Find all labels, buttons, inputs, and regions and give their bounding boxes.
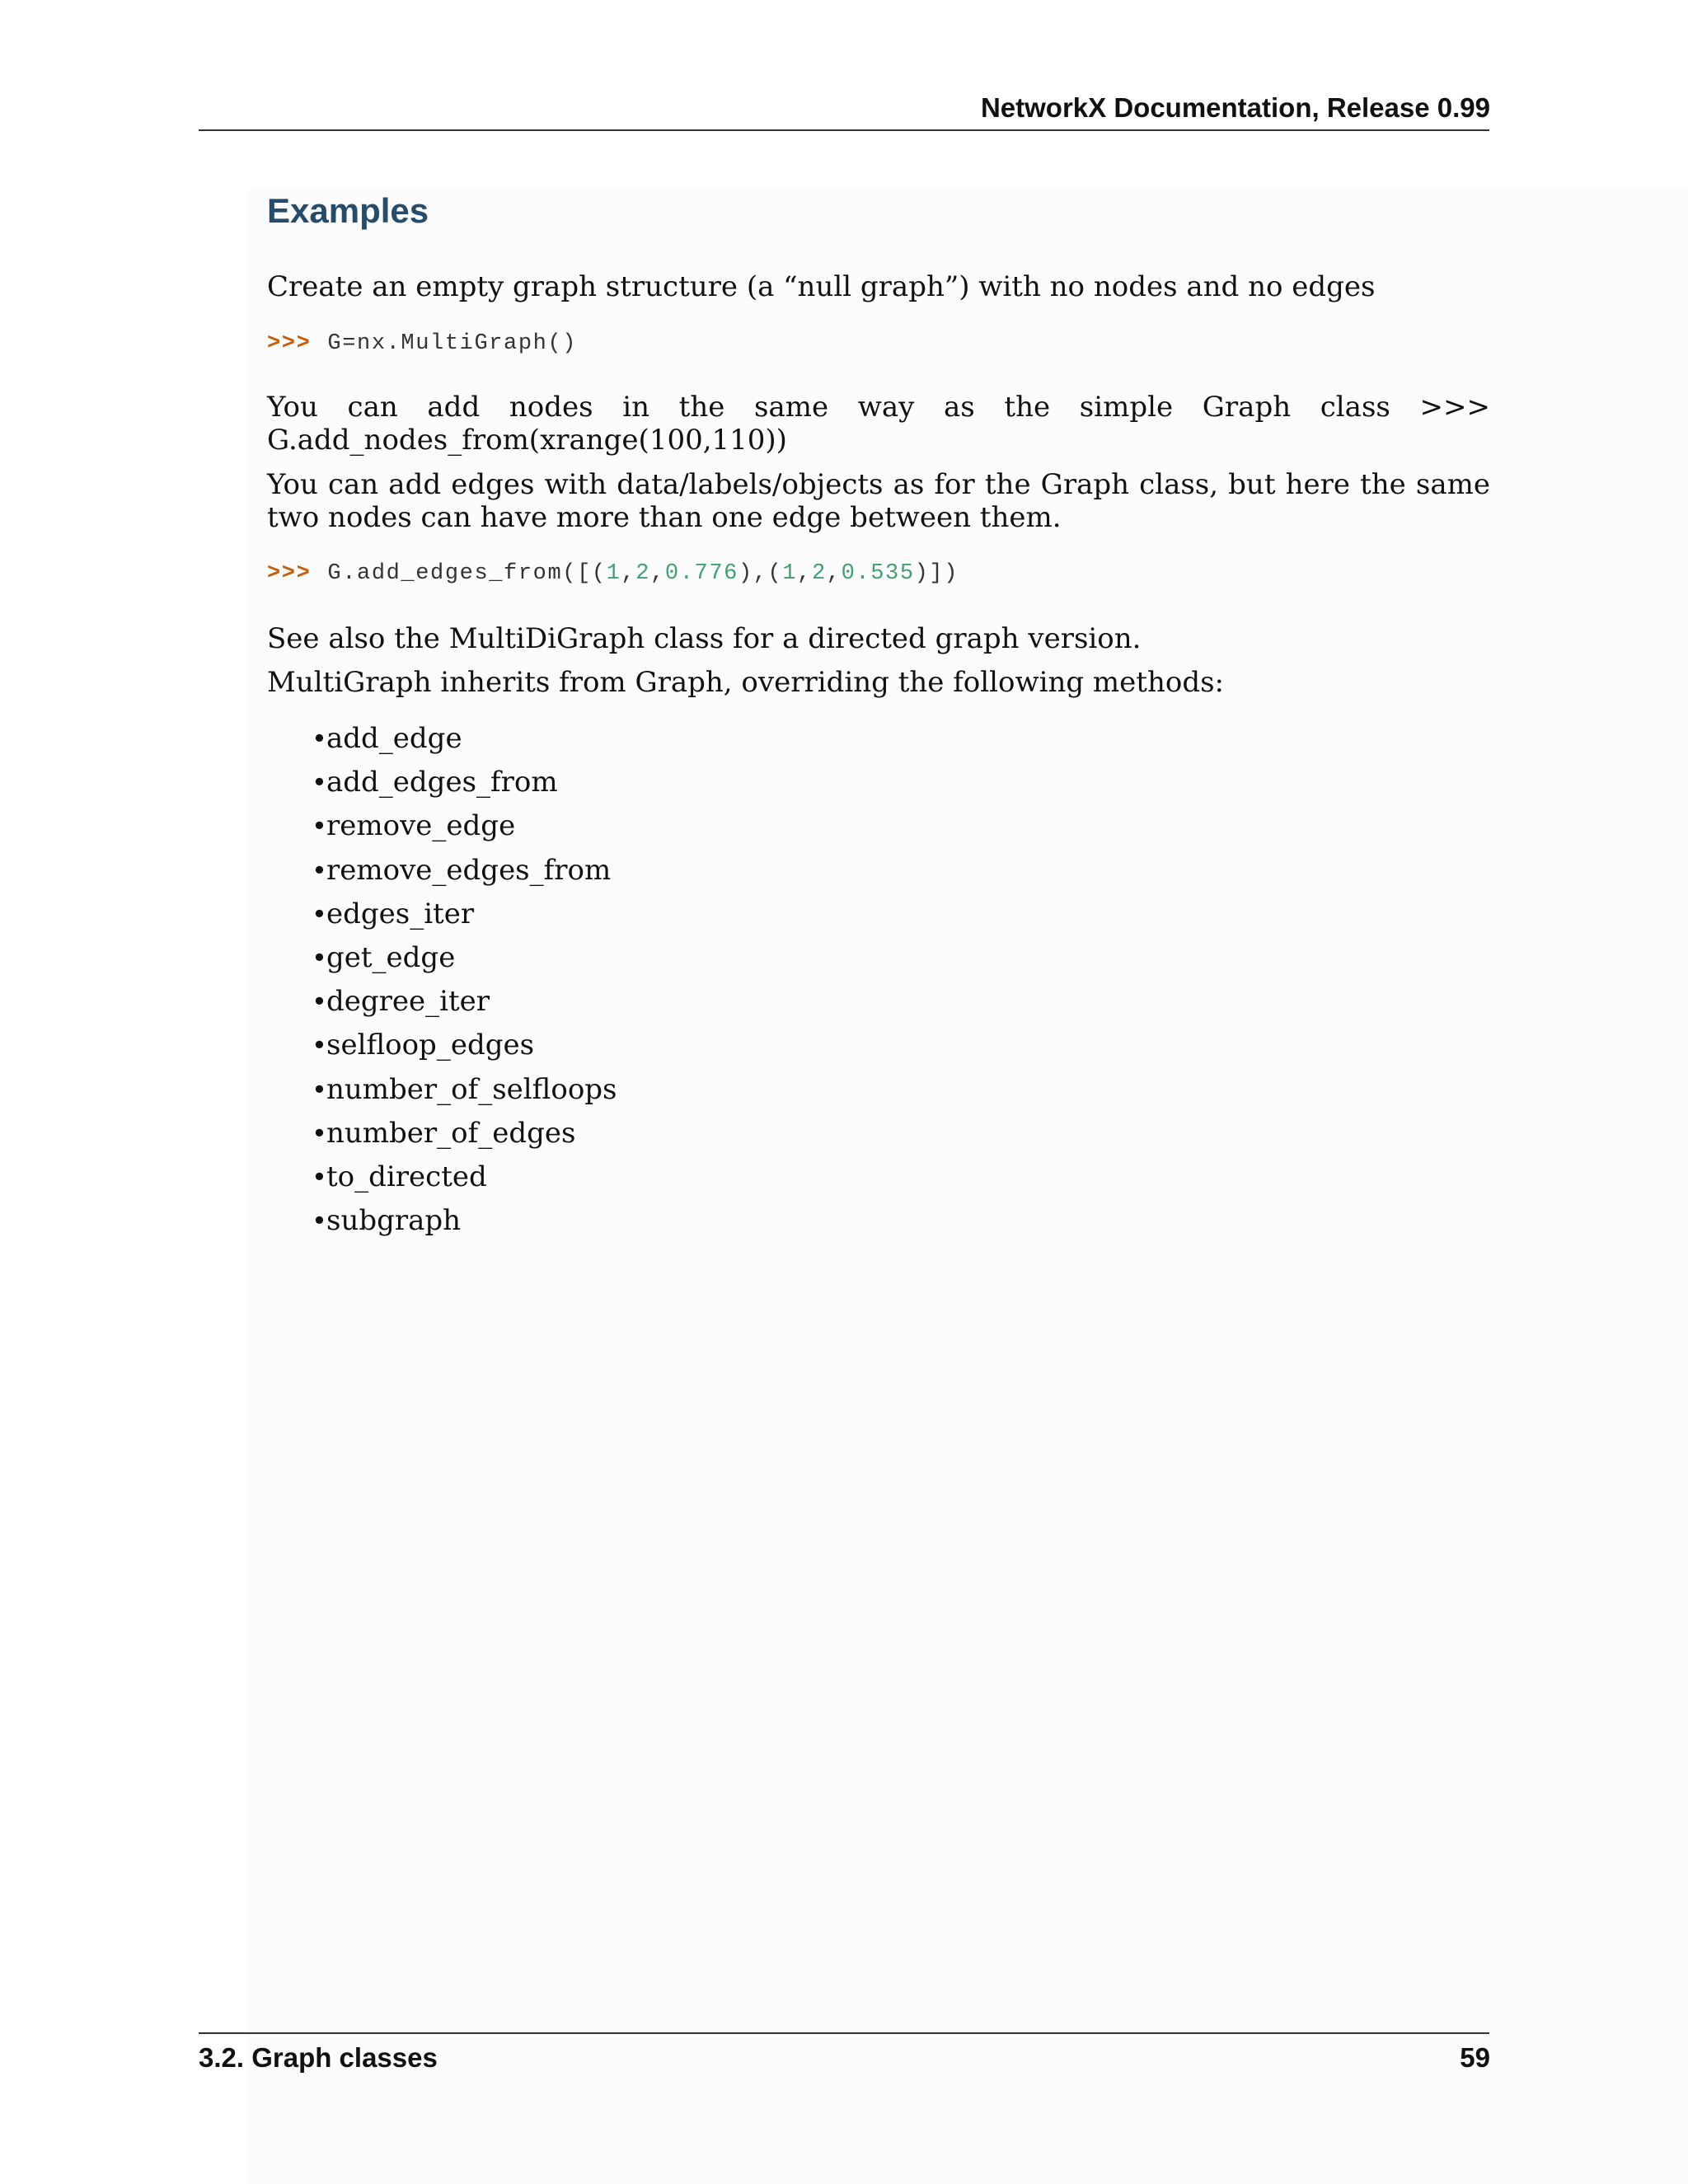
code-token: , (621, 561, 636, 586)
bullet-icon: • (312, 1205, 327, 1237)
code-text (327, 561, 959, 586)
method-name: remove_edge (326, 809, 516, 843)
bullet-icon: • (312, 766, 327, 799)
bullet-icon: • (312, 810, 327, 842)
method-list-item (312, 1112, 617, 1155)
code-token: ),( (738, 561, 783, 586)
bullet-icon: • (312, 1117, 327, 1149)
method-name: add_edge (326, 722, 462, 755)
bullet-icon: • (312, 1160, 327, 1193)
method-name: add_edges_from (326, 766, 558, 799)
paragraph-add-nodes-line1: You can add nodes in the same way as the simple Graph class >>> (267, 391, 1490, 424)
method-name: number_of_edges (326, 1116, 576, 1150)
code-number-token: 1 (606, 561, 621, 586)
paragraph-add-edges: You can add edges with data/labels/objects as for the Graph class, but here the same two nodes can have more than one edge between them. (267, 468, 1490, 534)
method-list-item (312, 761, 617, 804)
bullet-icon: • (312, 986, 327, 1018)
method-name: get_edge (326, 940, 456, 974)
method-name: number_of_selfloops (326, 1072, 617, 1106)
footer-section-title: 3.2. Graph classes (199, 2042, 438, 2073)
paragraph-null-graph: Create an empty graph structure (a “null graph”) with no nodes and no edges (267, 270, 1376, 303)
code-example-add-edges (267, 561, 959, 586)
method-name: subgraph (326, 1204, 462, 1238)
bullet-icon: • (312, 941, 327, 973)
code-text: G=nx.MultiGraph() (327, 331, 578, 356)
method-list-item (312, 717, 617, 761)
method-name: edges_iter (326, 897, 475, 930)
method-name: to_directed (326, 1160, 487, 1193)
paragraph-add-nodes-line2: G.add_nodes_from(xrange(100,110)) (267, 424, 787, 457)
paragraph-inherits: MultiGraph inherits from Graph, overriding the following methods: (267, 666, 1224, 699)
header-divider (199, 129, 1489, 131)
method-list-item (312, 804, 617, 848)
code-number-token: 2 (635, 561, 651, 586)
code-number-token: 0.535 (841, 561, 915, 586)
page-number: 59 (1460, 2042, 1490, 2073)
footer-divider (199, 2032, 1489, 2034)
method-name: remove_edges_from (326, 853, 612, 887)
method-list (312, 717, 617, 1243)
method-list-item (312, 893, 617, 936)
method-name: degree_iter (326, 985, 490, 1019)
method-list-item (312, 1155, 617, 1199)
method-list-item (312, 980, 617, 1024)
bullet-icon: • (312, 1029, 327, 1062)
code-number-token: 1 (782, 561, 798, 586)
bullet-icon: • (312, 723, 327, 754)
method-list-item (312, 1024, 617, 1067)
code-number-token: 2 (811, 561, 827, 586)
method-list-item (312, 849, 617, 893)
code-token: )]) (914, 561, 959, 586)
code-example-multigraph (267, 331, 577, 356)
section-heading: Examples (267, 191, 429, 230)
method-list-item (312, 1068, 617, 1112)
bullet-icon: • (312, 898, 327, 930)
bullet-icon: • (312, 854, 327, 886)
paragraph-see-also: See also the MultiDiGraph class for a directed graph version. (267, 622, 1142, 655)
running-header: NetworkX Documentation, Release 0.99 (980, 92, 1490, 123)
code-prompt: >>> (267, 331, 312, 356)
bullet-icon: • (312, 1073, 327, 1105)
code-token: G.add_edges_from([( (327, 561, 607, 586)
code-token: , (650, 561, 665, 586)
method-list-item (312, 1199, 617, 1243)
code-number-token: 0.776 (664, 561, 738, 586)
method-list-item (312, 936, 617, 980)
method-name: selfloop_edges (326, 1029, 535, 1062)
code-token: , (797, 561, 812, 586)
code-prompt: >>> (267, 561, 312, 586)
code-token: , (826, 561, 842, 586)
